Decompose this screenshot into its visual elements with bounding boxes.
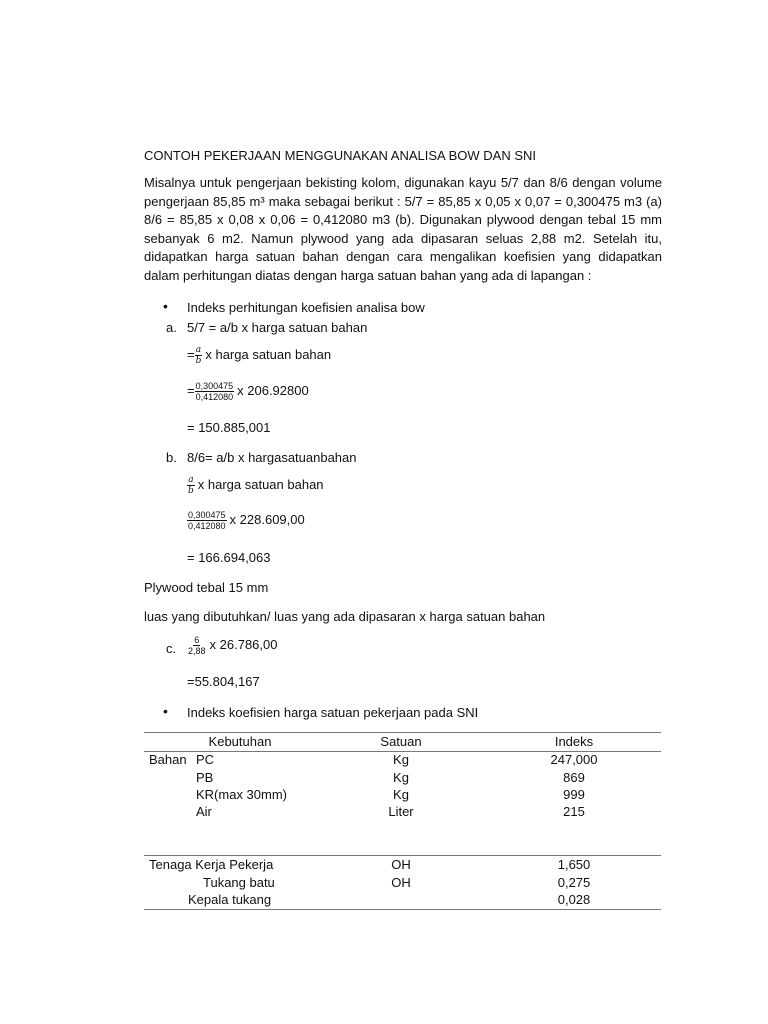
- step-b2-text: x 228.609,00: [229, 511, 305, 527]
- step-a2-prefix: =: [187, 382, 195, 398]
- table-row-unit: Kg: [393, 787, 409, 802]
- table-bottom-rule: [144, 909, 661, 910]
- table-row-item: PB: [196, 770, 214, 785]
- fraction-values-a: [195, 381, 235, 402]
- table-row-index: 0,275: [557, 875, 591, 890]
- frac-num: 0,300475: [188, 510, 226, 520]
- frac-den: 2,88: [188, 646, 206, 656]
- table-row-item: PC: [196, 752, 215, 767]
- intro-text: Misalnya untuk pengerjaan bekisting kolom, digunakan kayu 5/7 dan 8/6 dengan volume pengerjaan 85,85 m³ maka sebagai berikut : 5/7 = 85,85 x 0,05 x 0,07 = 0,300475 m3 (a) 8/6 = 85,85 x 0,08 x 0,06 = 0,412080 m3 (b). Digunakan plywood dengan tebal 15 mm sebanyak 6 m2. Namun plywood yang ada dipasaran seluas 2,88 m2. Setelah itu, didapatkan harga satuan bahan dengan cara mengalikan koefisien yang didapatkan dalam perhitungan diatas dengan harga satuan bahan yang ada di lapangan :: [144, 175, 662, 283]
- step-c1-text: x 26.786,00: [209, 636, 278, 652]
- plywood-formula: luas yang dibutuhkan/ luas yang ada dipasaran x harga satuan bahan: [144, 609, 546, 624]
- frac-den: b: [188, 486, 194, 496]
- bullet-icon: •: [163, 703, 168, 719]
- table-row-index: 869: [563, 770, 585, 785]
- fraction-a-b: [187, 475, 195, 496]
- table-row-item: Tukang batu: [203, 875, 275, 890]
- table-row-unit: OH: [391, 857, 411, 872]
- bahan-label: Bahan: [149, 752, 187, 767]
- step-a1-prefix: =: [187, 346, 195, 362]
- step-b1: [187, 475, 324, 496]
- step-a2-text: x 206.92800: [237, 382, 309, 398]
- item-b-text: 8/6= a/b x hargasatuanbahan: [187, 450, 357, 465]
- step-a1: [187, 345, 331, 366]
- plywood-heading: Plywood tebal 15 mm: [144, 580, 269, 595]
- frac-den: 0,412080: [188, 521, 226, 531]
- document-title: CONTOH PEKERJAAN MENGGUNAKAN ANALISA BOW DAN SNI: [144, 148, 537, 163]
- frac-num: a: [195, 345, 202, 355]
- table-row-item: KR(max 30mm): [196, 787, 288, 802]
- bullet-icon: •: [163, 298, 168, 314]
- fraction-values-b: [187, 510, 227, 531]
- item-c-marker: c.: [166, 641, 177, 656]
- table-row-item: Kepala tukang: [188, 892, 272, 907]
- bullet-indeks-sni: Indeks koefisien harga satuan pekerjaan pada SNI: [187, 705, 479, 720]
- frac-num: a: [188, 475, 194, 485]
- item-a-marker: a.: [166, 320, 177, 335]
- table-section-rule: [144, 855, 661, 856]
- table-row-unit: OH: [391, 875, 411, 890]
- table-row-index: 0,028: [557, 892, 591, 907]
- header-kebutuhan: Kebutuhan: [208, 734, 272, 749]
- table-row-index: 999: [563, 787, 585, 802]
- step-a2: [187, 381, 309, 402]
- table-row-index: 1,650: [557, 857, 591, 872]
- step-b2: [187, 510, 305, 531]
- header-indeks: Indeks: [554, 734, 594, 749]
- frac-den: b: [195, 356, 202, 366]
- item-a-text: 5/7 = a/b x harga satuan bahan: [187, 320, 368, 335]
- step-a3: = 150.885,001: [187, 420, 271, 435]
- step-a1-text: x harga satuan bahan: [205, 346, 332, 362]
- table-top-rule: [144, 732, 661, 733]
- table-row-unit: Kg: [393, 752, 409, 767]
- frac-num: 6: [194, 635, 200, 645]
- header-satuan: Satuan: [380, 734, 422, 749]
- step-c1: [187, 635, 277, 656]
- item-b-marker: b.: [166, 450, 177, 465]
- step-c2: =55.804,167: [187, 674, 260, 689]
- table-row-unit: Liter: [388, 804, 414, 819]
- table-row-item: Air: [196, 804, 212, 819]
- bullet-indeks-bow: Indeks perhitungan koefisien analisa bow: [187, 300, 425, 315]
- step-b3: = 166.694,063: [187, 550, 271, 565]
- fraction-a-b: [195, 345, 203, 366]
- fraction-plywood: [187, 635, 207, 656]
- frac-num: 0,300475: [195, 381, 234, 391]
- table-row-unit: Kg: [393, 770, 409, 785]
- table-row-index: 247,000: [550, 752, 598, 767]
- table-row-item: Tenaga Kerja Pekerja: [149, 857, 274, 872]
- intro-paragraph: [144, 174, 662, 285]
- frac-den: 0,412080: [195, 392, 234, 402]
- step-b1-text: x harga satuan bahan: [197, 476, 324, 492]
- table-row-index: 215: [563, 804, 585, 819]
